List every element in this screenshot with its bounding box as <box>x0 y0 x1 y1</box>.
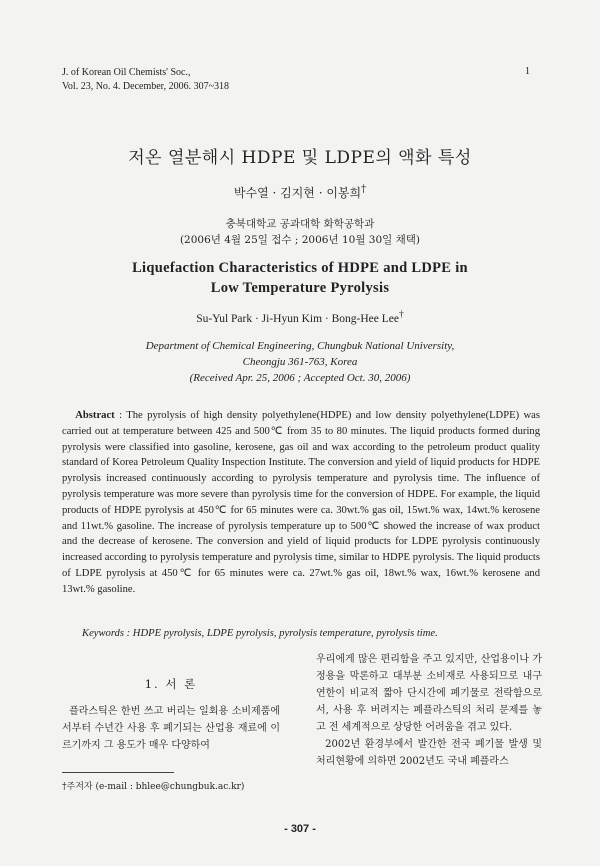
section-heading: 1. 서 론 <box>144 677 198 691</box>
english-affiliation-line1: Department of Chemical Engineering, Chungbuk National University, <box>145 340 455 352</box>
intro-paragraph-left: 플라스틱은 한번 쓰고 버리는 일회용 소비제품에서부터 수년간 사용 후 폐기되는 산업용 재료에 이르기까지 그 용도가 매우 다양하여 <box>62 706 281 751</box>
intro-paragraph-right-1: 우리에게 많은 편리함을 주고 있지만, 산업용이나 가정용을 막론하고 대부분 소비재로 사용되므로 내구연한이 비교적 짧아 단시간에 폐기물로 전락함으로서, 사용 후 버려지는 폐플라스틱의 처리 문제를 놓고 전 세계적으로 상당한 어려움을 겪고 있다. <box>316 654 542 733</box>
english-received-dates: (Received Apr. 25, 2006 ; Accepted Oct. 30, 2006) <box>189 372 411 384</box>
korean-author-names: 박수열 · 김지현 · 이봉희 <box>233 186 362 200</box>
korean-authors <box>0 184 600 201</box>
abstract-text: : The pyrolysis of high density polyethylene(HDPE) and low density polyethylene(LDPE) was carried out at temperature between 425 and 500℃ from 35 to 80 minutes. The liquid products formed during pyrolysis were classified into gasoline, kerosene, gas oil and wax according to the petroleum product quality standard of Korea Petroleum Quality Inspection Institute. The conversion and yield of liquid products for HDPE pyrolysis increased continuously according to pyrolysis temperature and pyrolysis time. The influence of pyrolysis temperature was more severe than pyrolysis time for the conversion of HDPE. For example, the liquid products of HDPE pyrolysis at 450℃ for 65 minutes were ca. 30wt.% gas oil, 15wt.% wax, 14wt.% kerosene and 11wt.% gasoline. The increase of pyrolysis temperature up to 500℃ showed the increase of wax product and the decrease of kerosene. The conversion and yield of liquid products for LDPE pyrolysis continuously increased according to pyrolysis temperature and pyrolysis time, similar to HDPE pyrolysis. The liquid products of LDPE pyrolysis at 450℃ for 65 minutes were ca. 27wt.% gas oil, 18wt.% wax, 16wt.% kerosene and 13wt.% gasoline. <box>62 410 540 595</box>
english-title-line2: Low Temperature Pyrolysis <box>210 280 390 296</box>
english-title-line1: Liquefaction Characteristics of HDPE and LDPE in <box>132 260 468 276</box>
journal-volume: Vol. 23, No. 4. December, 2006. 307~318 <box>62 81 230 92</box>
folio-page-number: - 307 - <box>284 823 316 835</box>
intro-paragraph-right-2: 2002년 환경부에서 발간한 전국 폐기물 발생 및 처리현황에 의하면 2002년도 국내 폐플라스 <box>316 739 543 767</box>
corresponding-author-mark: † <box>361 184 367 195</box>
english-corresponding-mark: † <box>399 309 404 320</box>
abstract <box>62 408 540 598</box>
abstract-label: Abstract <box>75 410 115 421</box>
korean-affiliation <box>0 216 600 248</box>
keywords: Keywords : HDPE pyrolysis, LDPE pyrolysis, pyrolysis temperature, pyrolysis time. <box>82 628 438 639</box>
journal-name: J. of Korean Oil Chemists' Soc., <box>62 67 191 78</box>
korean-title: 저온 열분해시 HDPE 및 LDPE의 액화 특성 <box>128 148 472 168</box>
journal-citation <box>62 66 229 94</box>
body-left-column <box>62 676 280 754</box>
footnote-rule <box>62 772 174 773</box>
page-number: 1 <box>525 66 530 77</box>
english-affiliation <box>0 338 600 386</box>
korean-affiliation-name: 충북대학교 공과대학 화학공학과 <box>225 218 375 230</box>
english-authors <box>0 309 600 325</box>
footnote: †주저자 (e-mail : bhlee@chungbuk.ac.kr) <box>62 782 245 792</box>
english-title <box>0 258 600 298</box>
body-right-column <box>316 651 542 770</box>
english-affiliation-line2: Cheongju 361-763, Korea <box>242 356 358 368</box>
english-author-names: Su-Yul Park · Ji-Hyun Kim · Bong-Hee Lee <box>196 312 399 325</box>
korean-dates: (2006년 4월 25일 접수 ; 2006년 10월 30일 채택) <box>179 234 421 246</box>
